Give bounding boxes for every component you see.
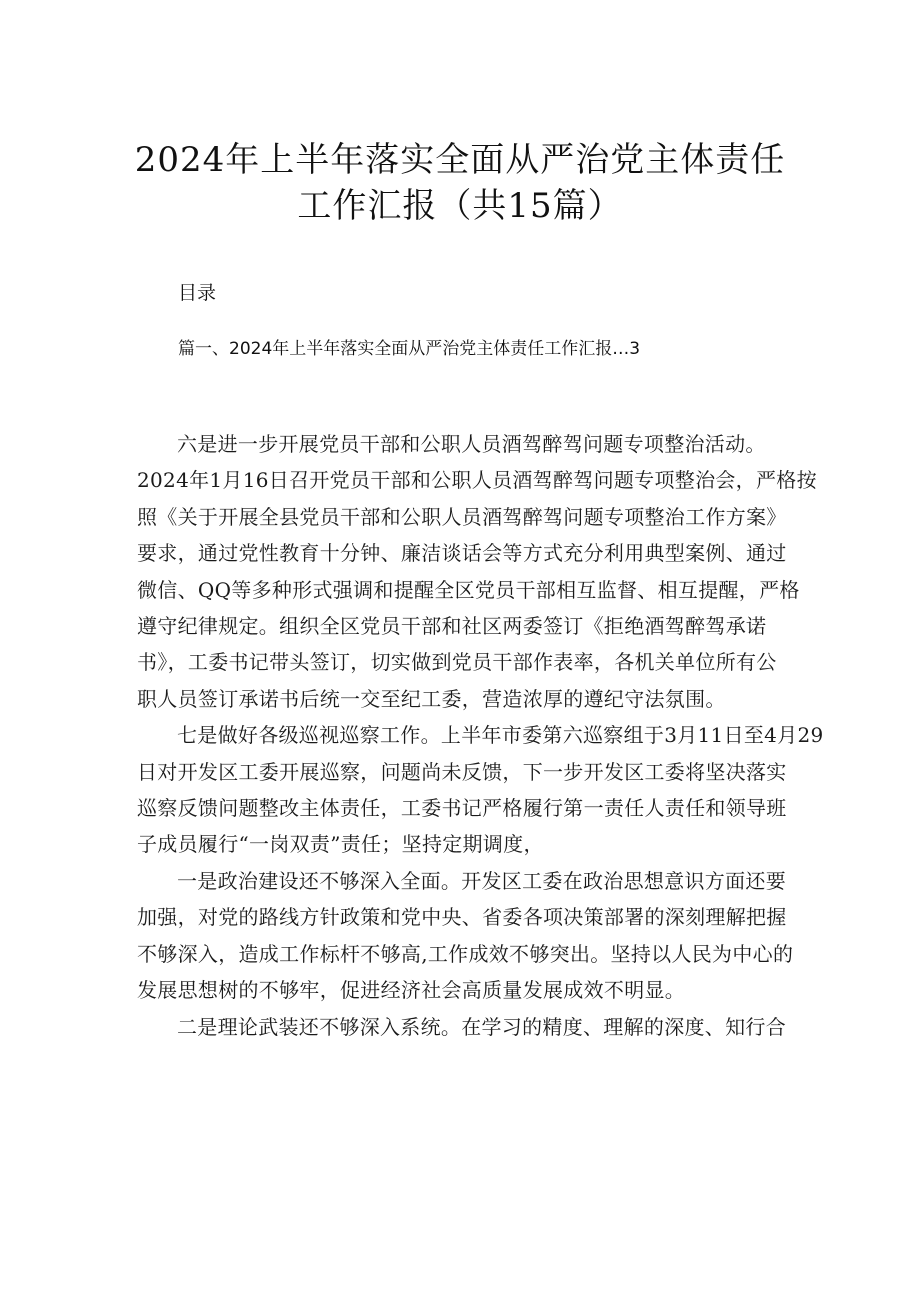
body-line: 七是做好各级巡视巡察工作。上半年市委第六巡察组于3月11日至4月29 <box>177 723 824 748</box>
body-line: 书》，工委书记带头签订，切实做到党员干部作表率，各机关单位所有公 <box>137 650 777 675</box>
body-line: 不够深入，造成工作标杆不够高,工作成效不够突出。坚持以人民为中心的 <box>137 941 794 966</box>
toc-heading: 目录 <box>178 282 217 304</box>
body-line: 遵守纪律规定。组织全区党员干部和社区两委签订《拒绝酒驾醉驾承诺 <box>137 614 767 639</box>
body-line: 日对开发区工委开展巡察，问题尚未反馈，下一步开发区工委将坚决落实 <box>137 759 787 784</box>
body-line: 职人员签订承诺书后统一交至纪工委，营造浓厚的遵纪守法氛围。 <box>137 686 726 711</box>
body-line: 子成员履行“一岗双责”责任；坚持定期调度， <box>137 832 544 857</box>
body-line: 二是理论武装还不够深入系统。在学习的精度、理解的深度、知行合 <box>177 1014 786 1039</box>
document-title-line-2: 工作汇报（共15篇） <box>297 186 623 226</box>
body-line: 一是政治建设还不够深入全面。开发区工委在政治思想意识方面还要 <box>177 868 786 893</box>
document-body <box>137 426 824 1045</box>
body-line: 要求，通过党性教育十分钟、廉洁谈话会等方式充分利用典型案例、通过 <box>137 541 787 566</box>
body-line: 微信、QQ等多种形式强调和提醒全区党员干部相互监督、相互提醒，严格 <box>137 577 800 602</box>
body-line: 发展思想树的不够牢，促进经济社会高质量发展成效不明显。 <box>137 978 686 1003</box>
body-line: 六是进一步开展党员干部和公职人员酒驾醉驾问题专项整治活动。 <box>177 432 766 456</box>
body-line: 加强，对党的路线方针政策和党中央、省委各项决策部署的深刻理解把握 <box>137 905 787 930</box>
toc-item[interactable]: 篇一、2024年上半年落实全面从严治党主体责任工作汇报…3 <box>178 339 641 359</box>
body-line: 巡察反馈问题整改主体责任，工委书记严格履行第一责任人责任和领导班 <box>137 796 787 821</box>
document-title-line-1: 2024年上半年落实全面从严治党主体责任 <box>134 140 786 180</box>
body-line: 2024年1月16日召开党员干部和公职人员酒驾醉驾问题专项整治会，严格按 <box>137 468 817 493</box>
body-line: 照《关于开展全县党员干部和公职人员酒驾醉驾问题专项整治工作方案》 <box>137 504 787 529</box>
